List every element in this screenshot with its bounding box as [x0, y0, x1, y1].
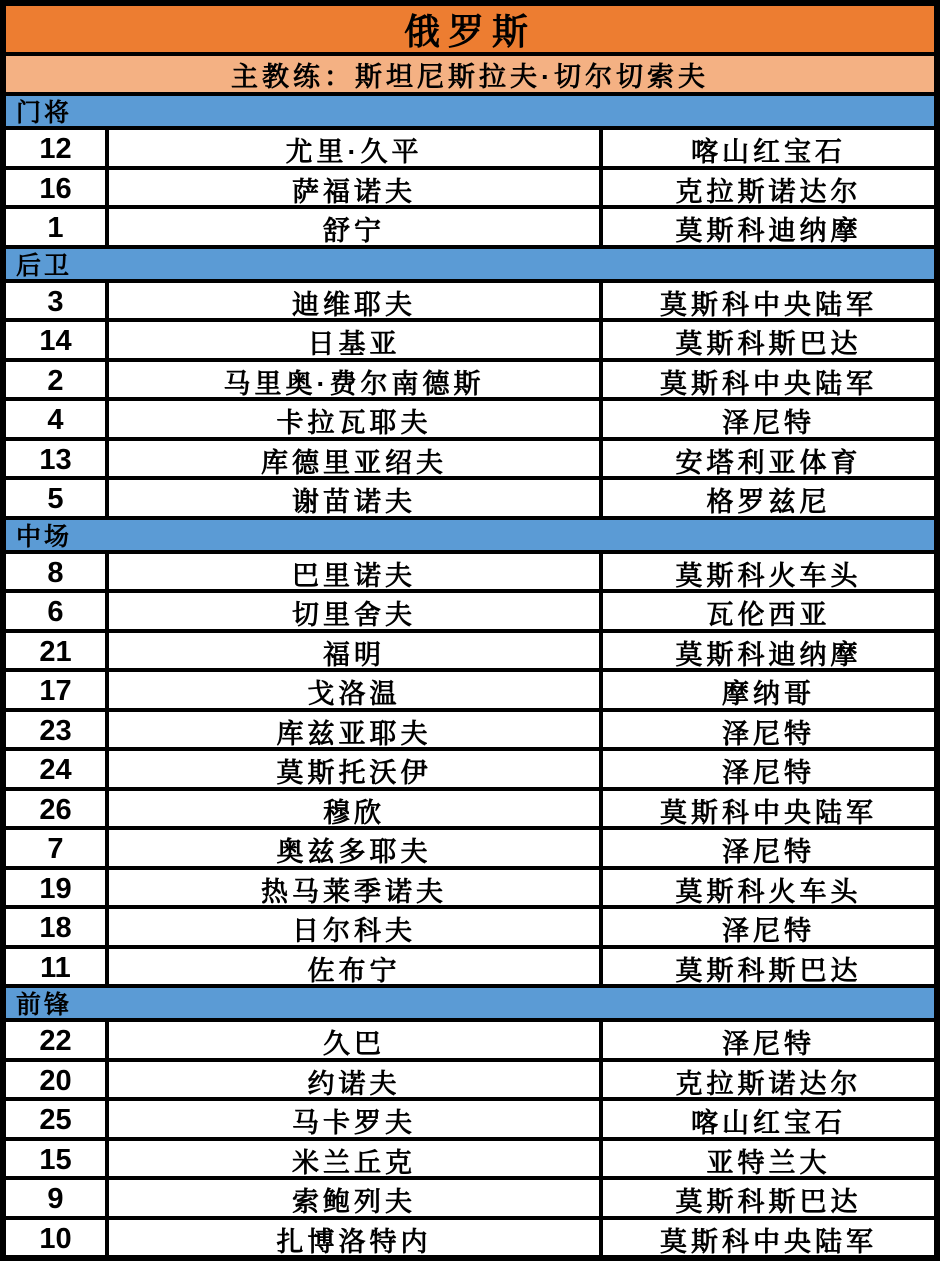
player-number: 21 [39, 635, 72, 668]
player-row [6, 322, 934, 362]
player-name: 马卡罗夫 [105, 1101, 599, 1140]
section-label: 中场 [16, 522, 73, 551]
player-row [6, 170, 934, 210]
player-club: 莫斯科中央陆军 [599, 283, 934, 322]
player-name: 莫斯托沃伊 [105, 751, 599, 790]
player-number: 22 [39, 1025, 72, 1057]
player-club: 莫斯科中央陆军 [599, 362, 934, 401]
player-name: 福明 [105, 633, 599, 672]
section-header-row [6, 520, 934, 554]
player-number: 18 [39, 912, 72, 944]
player-row [6, 672, 934, 712]
section-label: 后卫 [16, 251, 73, 280]
player-row [6, 1180, 934, 1220]
player-club: 莫斯科斯巴达 [599, 1180, 934, 1219]
player-number: 3 [47, 285, 64, 318]
player-number: 23 [39, 714, 72, 747]
player-row [6, 401, 934, 441]
player-name: 热马莱季诺夫 [105, 870, 599, 909]
coach-text: 主教练：斯坦尼斯拉夫·切尔切索夫 [231, 61, 709, 92]
player-row [6, 633, 934, 673]
player-club: 莫斯科火车头 [599, 554, 934, 593]
player-number: 1 [47, 212, 64, 244]
player-club: 莫斯科火车头 [599, 870, 934, 909]
player-name: 扎博洛特内 [105, 1220, 599, 1256]
player-club: 喀山红宝石 [599, 130, 934, 169]
player-row [6, 593, 934, 633]
player-number: 6 [47, 596, 64, 628]
player-club: 莫斯科斯巴达 [599, 322, 934, 361]
player-number: 4 [47, 404, 64, 436]
player-number: 10 [39, 1222, 72, 1255]
player-row [6, 1101, 934, 1141]
player-row [6, 909, 934, 949]
player-club: 泽尼特 [599, 712, 934, 751]
section-header-row [6, 96, 934, 130]
player-club: 克拉斯诺达尔 [599, 1062, 934, 1101]
player-number: 9 [47, 1183, 64, 1215]
player-club: 泽尼特 [599, 401, 934, 440]
player-name: 奥兹多耶夫 [105, 830, 599, 869]
player-name: 日尔科夫 [105, 909, 599, 948]
player-name: 久巴 [105, 1022, 599, 1061]
player-club: 格罗兹尼 [599, 480, 934, 519]
player-row [6, 1022, 934, 1062]
section-label: 门将 [16, 99, 73, 127]
player-club: 泽尼特 [599, 751, 934, 790]
player-row [6, 830, 934, 870]
player-number: 8 [47, 556, 64, 589]
player-club: 安塔利亚体育 [599, 441, 934, 480]
player-club: 瓦伦西亚 [599, 593, 934, 632]
player-club: 莫斯科迪纳摩 [599, 633, 934, 672]
player-number: 26 [39, 793, 72, 826]
section-header-row [6, 988, 934, 1022]
player-number: 12 [39, 133, 72, 165]
player-row [6, 130, 934, 170]
player-row [6, 441, 934, 481]
player-club: 莫斯科中央陆军 [599, 791, 934, 830]
player-number: 15 [39, 1143, 72, 1176]
player-name: 巴里诺夫 [105, 554, 599, 593]
player-row [6, 870, 934, 910]
player-club: 莫斯科迪纳摩 [599, 209, 934, 248]
player-club: 亚特兰大 [599, 1141, 934, 1180]
section-header-row [6, 249, 934, 283]
player-name: 马里奥·费尔南德斯 [105, 362, 599, 401]
player-name: 米兰丘克 [105, 1141, 599, 1180]
player-number: 2 [47, 364, 64, 397]
player-row [6, 480, 934, 520]
player-club: 喀山红宝石 [599, 1101, 934, 1140]
player-number: 11 [40, 951, 71, 984]
player-name: 日基亚 [105, 322, 599, 361]
player-number: 25 [39, 1104, 72, 1136]
player-name: 佐布宁 [105, 949, 599, 988]
player-name: 穆欣 [105, 791, 599, 830]
player-row [6, 1220, 934, 1256]
player-row [6, 949, 934, 989]
player-name: 尤里·久平 [105, 130, 599, 169]
player-name: 库德里亚绍夫 [105, 441, 599, 480]
player-name: 谢苗诺夫 [105, 480, 599, 519]
player-number: 20 [39, 1064, 72, 1097]
player-name: 库兹亚耶夫 [105, 712, 599, 751]
player-number: 19 [39, 872, 72, 905]
player-row [6, 751, 934, 791]
player-club: 泽尼特 [599, 830, 934, 869]
player-number: 14 [39, 325, 72, 357]
player-club: 克拉斯诺达尔 [599, 170, 934, 209]
player-row [6, 209, 934, 249]
player-row [6, 362, 934, 402]
player-number: 24 [39, 754, 72, 786]
player-club: 莫斯科中央陆军 [599, 1220, 934, 1256]
player-number: 5 [47, 483, 64, 515]
team-title-row [6, 6, 934, 56]
player-name: 迪维耶夫 [105, 283, 599, 322]
player-row [6, 283, 934, 323]
coach-row [6, 56, 934, 96]
player-club: 泽尼特 [599, 1022, 934, 1061]
player-number: 17 [39, 675, 72, 707]
player-club: 莫斯科斯巴达 [599, 949, 934, 988]
player-number: 7 [47, 833, 64, 865]
player-name: 卡拉瓦耶夫 [105, 401, 599, 440]
player-name: 舒宁 [105, 209, 599, 248]
section-label: 前锋 [16, 991, 73, 1019]
team-title: 俄罗斯 [403, 10, 536, 52]
player-number: 13 [39, 443, 72, 476]
player-name: 索鲍列夫 [105, 1180, 599, 1219]
player-club: 泽尼特 [599, 909, 934, 948]
player-number: 16 [39, 172, 72, 205]
player-row [6, 554, 934, 594]
player-row [6, 1062, 934, 1102]
player-row [6, 1141, 934, 1181]
player-row [6, 712, 934, 752]
player-row [6, 791, 934, 831]
player-name: 戈洛温 [105, 672, 599, 711]
player-name: 约诺夫 [105, 1062, 599, 1101]
player-name: 切里舍夫 [105, 593, 599, 632]
player-name: 萨福诺夫 [105, 170, 599, 209]
player-club: 摩纳哥 [599, 672, 934, 711]
